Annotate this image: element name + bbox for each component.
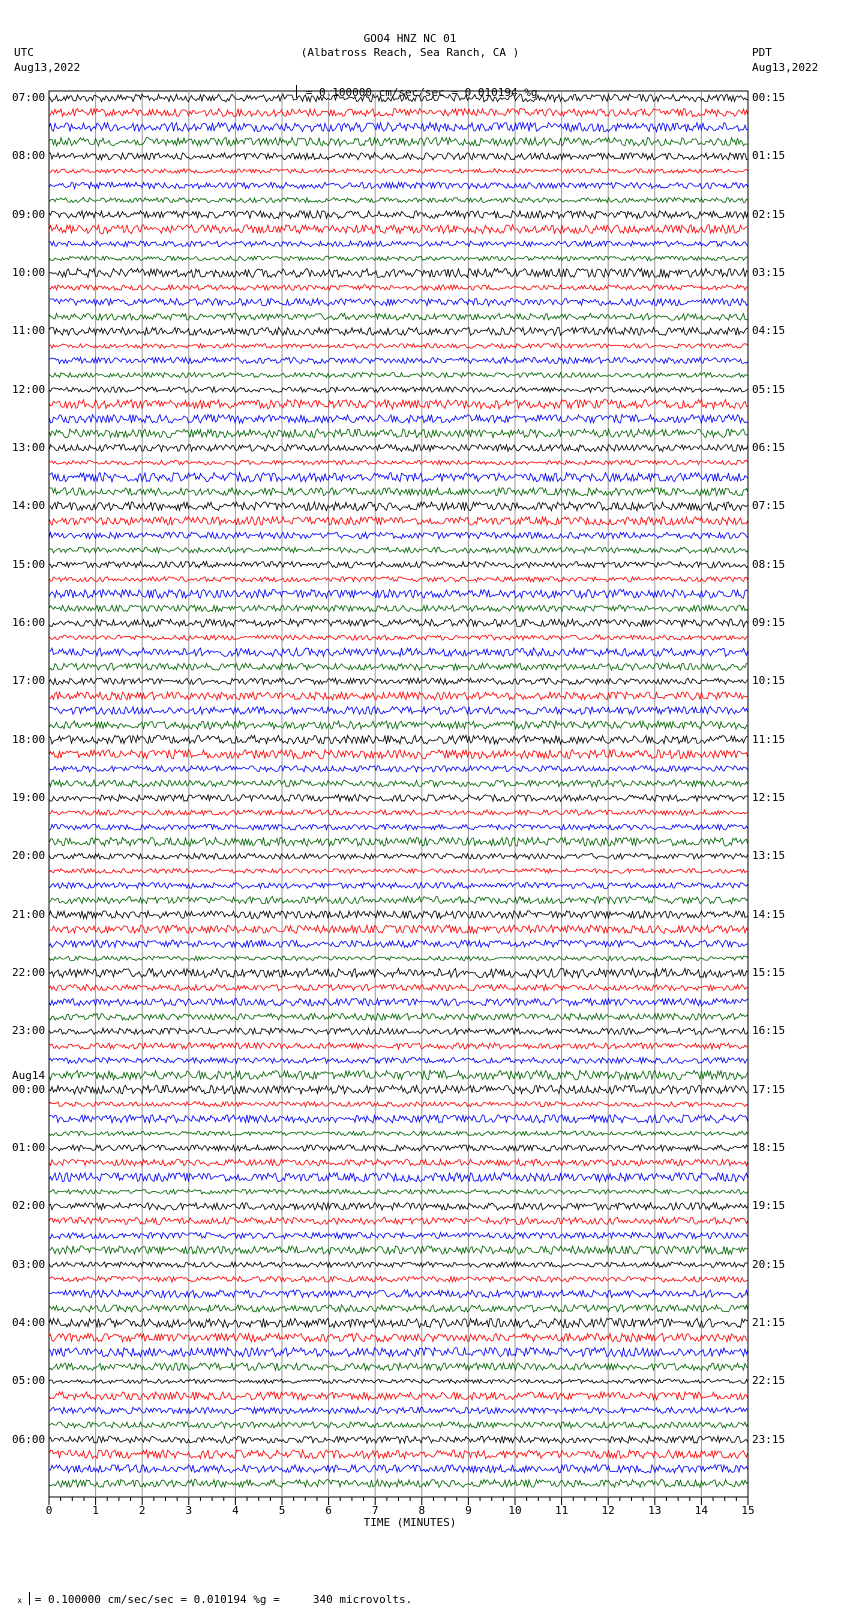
seismic-trace <box>49 589 748 598</box>
row-pdt-label: 07:15 <box>752 499 786 513</box>
seismic-trace <box>49 344 748 349</box>
footer-marker-icon: x <box>17 1596 23 1605</box>
seismic-trace <box>49 415 748 424</box>
seismic-trace <box>49 635 748 640</box>
row-utc-label: 15:00 <box>12 557 46 571</box>
seismic-trace <box>49 1232 748 1238</box>
seismic-trace <box>49 211 748 219</box>
seismic-trace <box>49 1028 748 1034</box>
seismic-trace <box>49 488 748 496</box>
seismic-trace <box>49 285 748 290</box>
seismic-trace <box>49 387 748 393</box>
row-utc-label: 13:00 <box>12 441 46 454</box>
seismic-trace <box>49 925 748 933</box>
row-utc-label: 16:00 <box>12 616 46 629</box>
row-pdt-label: 12:15 <box>752 791 786 804</box>
row-utc-label: 08:00 <box>12 149 46 163</box>
row-utc-label: 22:00 <box>12 966 46 979</box>
x-tick-label: 8 <box>418 1504 426 1517</box>
seismic-trace <box>49 532 748 539</box>
row-pdt-label: 11:15 <box>752 732 786 746</box>
x-tick-label: 1 <box>92 1504 99 1517</box>
x-tick-label: 10 <box>508 1504 522 1517</box>
seismic-trace <box>49 1318 748 1327</box>
x-tick-label: 4 <box>232 1504 239 1517</box>
seismic-trace <box>49 547 748 553</box>
row-pdt-label: 08:15 <box>752 557 786 571</box>
footer-scale <box>4 1577 412 1606</box>
seismic-trace <box>49 517 748 525</box>
seismic-trace <box>49 721 748 729</box>
seismic-trace <box>49 824 748 830</box>
seismic-trace <box>49 735 748 744</box>
row-utc-label: 21:00 <box>12 907 46 921</box>
row-utc-label: 20:00 <box>12 849 46 863</box>
seismic-trace <box>49 663 748 670</box>
x-tick-label: 3 <box>185 1504 193 1517</box>
row-utc-label: 00:00 <box>12 1082 46 1096</box>
seismic-trace <box>49 854 748 860</box>
seismic-trace <box>49 911 748 919</box>
seismic-trace <box>49 678 748 684</box>
x-tick-label: 5 <box>278 1504 286 1517</box>
seismic-trace <box>49 299 748 306</box>
seismic-trace <box>49 810 748 815</box>
seismic-trace <box>49 473 748 482</box>
seismic-trace <box>49 940 748 947</box>
seismic-trace <box>49 225 748 234</box>
seismic-trace <box>49 968 748 977</box>
seismic-trace <box>49 1262 748 1267</box>
x-tick-label: 9 <box>465 1504 472 1517</box>
seismic-trace <box>49 1333 748 1341</box>
row-utc-label: 04:00 <box>12 1316 46 1329</box>
seismic-trace <box>49 269 748 278</box>
seismic-trace <box>49 692 748 700</box>
seismic-trace <box>49 1450 748 1458</box>
seismic-trace <box>49 313 748 320</box>
seismic-trace <box>49 373 748 378</box>
seismic-trace <box>49 1070 748 1079</box>
seismic-trace <box>49 883 748 889</box>
row-utc-label: 18:00 <box>12 732 46 746</box>
row-pdt-label: 03:15 <box>752 266 786 279</box>
x-tick-label: 13 <box>648 1504 662 1517</box>
seismic-trace <box>49 1436 748 1443</box>
seismic-trace <box>49 94 748 102</box>
seismic-trace <box>49 869 748 874</box>
seismic-trace <box>49 766 748 772</box>
seismic-trace <box>49 605 748 611</box>
seismic-trace <box>49 1305 748 1312</box>
row-utc-label: 09:00 <box>12 207 46 221</box>
x-tick-label: 11 <box>554 1504 569 1517</box>
row-pdt-label: 19:15 <box>752 1199 786 1213</box>
row-date-label: Aug14 <box>12 1068 46 1082</box>
seismic-trace <box>49 1290 748 1298</box>
row-utc-label: 05:00 <box>12 1374 46 1388</box>
row-pdt-label: 20:15 <box>752 1257 786 1271</box>
row-pdt-label: 23:15 <box>752 1432 786 1446</box>
seismic-trace <box>49 1246 748 1254</box>
date-right: Aug13,2022 <box>752 61 819 74</box>
footer-scale-text: = 0.100000 cm/sec/sec = 0.010194 %g = 340 microvolts. <box>34 1593 413 1606</box>
row-pdt-label: 16:15 <box>752 1024 786 1038</box>
seismic-trace <box>49 169 748 173</box>
row-utc-label: 07:00 <box>12 91 46 104</box>
seismic-trace <box>49 837 748 846</box>
row-pdt-label: 05:15 <box>752 382 786 396</box>
plot-frame <box>49 91 748 1497</box>
x-tick-label: 0 <box>45 1504 53 1517</box>
seismic-trace <box>49 1131 748 1135</box>
x-tick-label: 2 <box>138 1504 146 1517</box>
seismic-trace <box>49 1159 748 1166</box>
seismic-trace <box>49 707 748 715</box>
timezone-right: PDT <box>752 46 772 59</box>
row-utc-label: 03:00 <box>12 1257 46 1271</box>
seismic-trace <box>49 1043 748 1049</box>
chart-title: GOO4 HNZ NC 01 <box>363 32 457 45</box>
seismic-trace <box>49 400 748 409</box>
seismic-trace <box>49 445 748 452</box>
seismic-trace <box>49 1173 748 1182</box>
seismic-trace <box>49 1392 748 1400</box>
seismic-trace <box>49 619 748 627</box>
seismic-trace <box>49 1058 748 1064</box>
seismic-trace <box>49 357 748 363</box>
seismic-trace <box>49 198 748 203</box>
row-utc-label: 23:00 <box>12 1024 46 1038</box>
seismic-trace <box>49 241 748 247</box>
seismic-trace <box>49 1013 748 1020</box>
date-left: Aug13,2022 <box>14 61 81 74</box>
row-utc-label: 17:00 <box>12 674 46 688</box>
row-utc-label: 14:00 <box>12 499 46 513</box>
scale-legend-text: = 0.100000 cm/sec/sec = 0.010194 %g <box>305 86 538 99</box>
seismic-trace <box>49 109 748 117</box>
row-pdt-label: 18:15 <box>752 1141 786 1154</box>
seismic-trace <box>49 956 748 961</box>
row-pdt-label: 17:15 <box>752 1082 786 1096</box>
x-tick-label: 15 <box>741 1504 755 1517</box>
row-pdt-label: 06:15 <box>752 441 786 454</box>
station-location: (Albatross Reach, Sea Ranch, CA ) <box>300 46 520 59</box>
seismic-trace <box>49 780 748 787</box>
seismic-trace <box>49 123 748 132</box>
seismic-trace <box>49 429 748 438</box>
seismic-trace <box>49 327 748 335</box>
seismic-trace <box>49 138 748 147</box>
seismic-trace <box>49 577 748 582</box>
row-pdt-label: 14:15 <box>752 907 786 921</box>
row-utc-label: 02:00 <box>12 1199 46 1213</box>
row-pdt-label: 22:15 <box>752 1374 786 1388</box>
x-tick-label: 12 <box>601 1504 615 1517</box>
seismic-trace <box>49 1145 748 1151</box>
seismic-trace <box>49 985 748 991</box>
seismic-trace <box>49 897 748 904</box>
row-utc-label: 12:00 <box>12 382 46 396</box>
row-pdt-label: 21:15 <box>752 1316 786 1329</box>
row-pdt-label: 15:15 <box>752 966 786 979</box>
seismic-trace <box>49 1348 748 1357</box>
seismic-trace <box>49 1276 748 1282</box>
seismic-trace <box>49 153 748 160</box>
seismic-trace <box>49 1115 748 1123</box>
row-utc-label: 10:00 <box>12 266 46 279</box>
seismic-trace <box>49 1189 748 1194</box>
seismic-trace <box>49 1217 748 1224</box>
seismic-trace <box>49 999 748 1006</box>
x-axis-label: TIME (MINUTES) <box>363 1516 457 1529</box>
seismic-trace <box>49 1422 748 1428</box>
seismic-trace <box>49 1465 748 1473</box>
x-tick-label: 14 <box>694 1504 709 1517</box>
seismic-trace <box>49 1102 748 1107</box>
x-tick-label: 7 <box>371 1504 379 1517</box>
row-pdt-label: 00:15 <box>752 91 786 104</box>
seismic-trace <box>49 750 748 759</box>
seismic-trace <box>49 562 748 568</box>
seismic-trace <box>49 460 748 465</box>
row-pdt-label: 01:15 <box>752 149 786 163</box>
row-utc-label: 11:00 <box>12 324 46 338</box>
seismic-trace <box>49 795 748 802</box>
timezone-left: UTC <box>14 46 34 59</box>
row-utc-label: 06:00 <box>12 1432 46 1446</box>
row-pdt-label: 13:15 <box>752 849 786 863</box>
x-tick-label: 6 <box>325 1504 332 1517</box>
row-utc-label: 19:00 <box>12 791 46 804</box>
row-pdt-label: 04:15 <box>752 324 786 338</box>
seismic-trace <box>49 648 748 656</box>
seismic-trace <box>49 1203 748 1210</box>
seismic-trace <box>49 182 748 188</box>
seismic-trace <box>49 1407 748 1413</box>
row-utc-label: 01:00 <box>12 1141 46 1154</box>
row-pdt-label: 10:15 <box>752 674 786 688</box>
seismic-trace <box>49 1085 748 1094</box>
seismic-trace <box>49 502 748 511</box>
footer-scale-bar-icon <box>29 1592 35 1605</box>
seismic-trace <box>49 256 748 261</box>
row-pdt-label: 02:15 <box>752 207 786 221</box>
seismic-trace <box>49 1379 748 1383</box>
seismic-trace <box>49 1480 748 1488</box>
row-pdt-label: 09:15 <box>752 616 786 629</box>
seismic-trace <box>49 1363 748 1371</box>
